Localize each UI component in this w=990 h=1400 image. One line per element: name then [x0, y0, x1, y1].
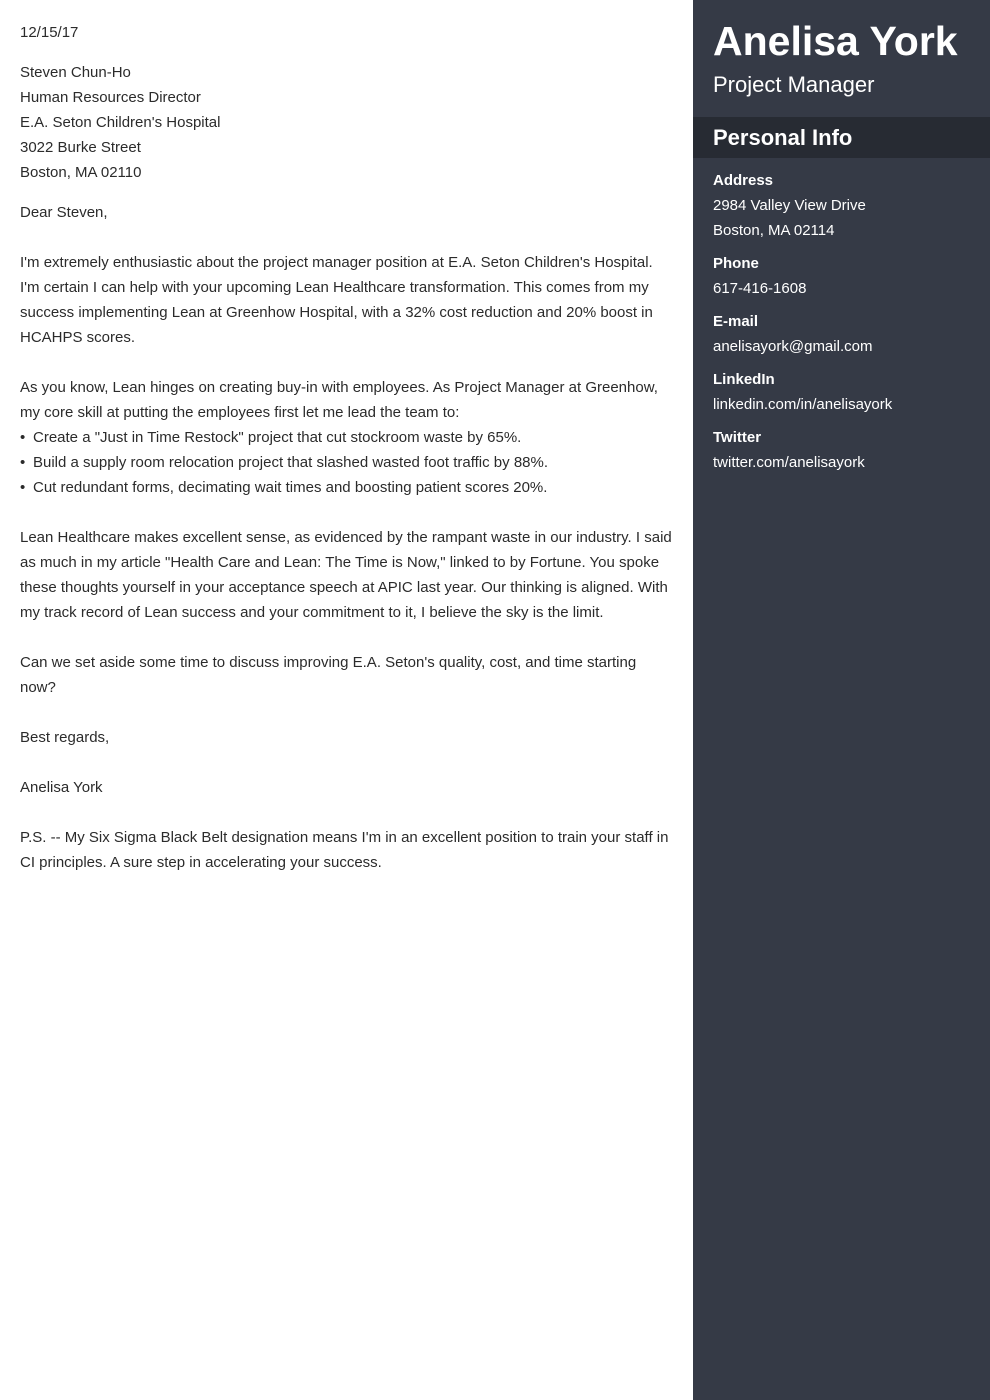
email-label: E-mail: [713, 313, 759, 330]
applicant-role: Project Manager: [713, 72, 875, 97]
linkedin-block: [713, 367, 970, 417]
recipient-city: Boston, MA 02110: [20, 164, 142, 181]
achievement-list: [20, 425, 673, 500]
list-item: • Create a "Just in Time Restock" project that cut stockroom waste by 65%.: [20, 425, 673, 450]
personal-info: [693, 158, 990, 475]
address-line-1: 2984 Valley View Drive: [713, 197, 866, 214]
email-value[interactable]: anelisayork@gmail.com: [713, 338, 873, 355]
paragraph-intro: I'm extremely enthusiastic about the project manager position at E.A. Seton Children's Hospital. I'm certain I can help with your upcoming Lean Healthcare transformation. This comes from my success implementing Lean at Greenhow Hospital, with a 32% cost reduction and 20% boost in HCAHPS scores.: [20, 254, 653, 346]
linkedin-value[interactable]: linkedin.com/in/anelisayork: [713, 396, 893, 413]
address-block: [713, 168, 970, 243]
recipient-organization: E.A. Seton Children's Hospital: [20, 114, 221, 131]
paragraph-call-to-action: Can we set aside some time to discuss improving E.A. Seton's quality, cost, and time starting now?: [20, 654, 637, 696]
twitter-block: [713, 425, 970, 475]
address-label: Address: [713, 172, 774, 189]
list-item: • Build a supply room relocation project that slashed wasted foot traffic by 88%.: [20, 450, 673, 475]
postscript: P.S. -- My Six Sigma Black Belt designation means I'm in an excellent position to train your staff in CI principles. A sure step in accelerating your success.: [20, 829, 669, 871]
address-line-2: Boston, MA 02114: [713, 222, 835, 239]
twitter-label: Twitter: [713, 429, 762, 446]
signature: Anelisa York: [20, 779, 103, 796]
sidebar: [693, 0, 990, 1400]
recipient-title: Human Resources Director: [20, 89, 201, 106]
paragraph-alignment: Lean Healthcare makes excellent sense, as evidenced by the rampant waste in our industry. I said as much in my article "Health Care and Lean: The Time is Now," linked to by Fortune. You spoke these thoughts yourself in your acceptance speech at APIC last year. Our thinking is aligned. With my track record of Lean success and your commitment to it, I believe the sky is the limit.: [20, 529, 672, 621]
phone-block: [713, 251, 970, 301]
email-block: [713, 309, 970, 359]
sidebar-header: [693, 0, 990, 100]
phone-value: 617-416-1608: [713, 280, 807, 297]
applicant-name: Anelisa York: [713, 18, 958, 64]
paragraph-achievements: As you know, Lean hinges on creating buy-in with employees. As Project Manager at Greenhow, my core skill at putting the employees first let me lead the team to:: [20, 379, 658, 421]
personal-info-heading: Personal Info: [693, 117, 990, 158]
recipient-street: 3022 Burke Street: [20, 139, 141, 156]
list-item: • Cut redundant forms, decimating wait times and boosting patient scores 20%.: [20, 475, 673, 500]
recipient-name: Steven Chun-Ho: [20, 64, 131, 81]
twitter-value[interactable]: twitter.com/anelisayork: [713, 454, 865, 471]
linkedin-label: LinkedIn: [713, 371, 775, 388]
closing: Best regards,: [20, 729, 110, 746]
letter-date: 12/15/17: [20, 24, 79, 41]
recipient-block: [20, 60, 673, 185]
salutation: Dear Steven,: [20, 204, 108, 221]
phone-label: Phone: [713, 255, 759, 272]
